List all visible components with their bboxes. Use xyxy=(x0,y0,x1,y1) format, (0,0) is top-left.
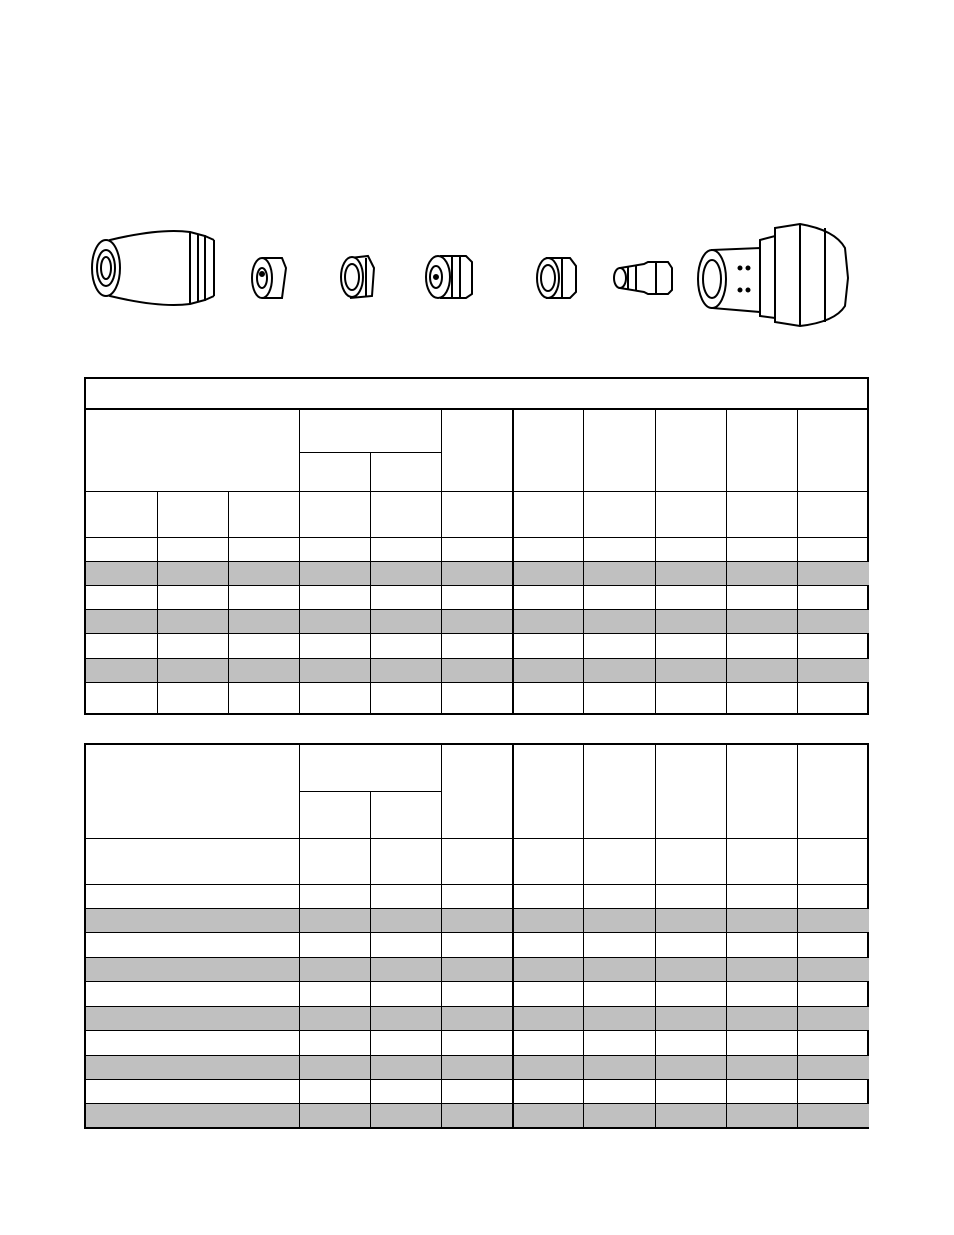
consumable-parts-illustration xyxy=(0,0,954,360)
electrode-icon xyxy=(614,262,672,294)
process-table-2 xyxy=(84,743,869,1129)
table-row xyxy=(86,958,869,981)
shield-cap-icon xyxy=(252,258,286,298)
table-row xyxy=(86,909,869,932)
table-row xyxy=(86,1007,869,1030)
torch-head-icon xyxy=(698,224,848,326)
table-row xyxy=(86,1104,869,1127)
swirl-ring-icon xyxy=(537,258,576,298)
process-table-1 xyxy=(84,377,869,715)
table-row xyxy=(86,659,869,682)
shield-icon xyxy=(92,231,214,305)
table-row xyxy=(86,1056,869,1079)
table-row xyxy=(86,562,869,585)
table-row xyxy=(86,610,869,633)
retaining-cap-icon xyxy=(341,256,374,298)
nozzle-icon xyxy=(426,256,472,298)
